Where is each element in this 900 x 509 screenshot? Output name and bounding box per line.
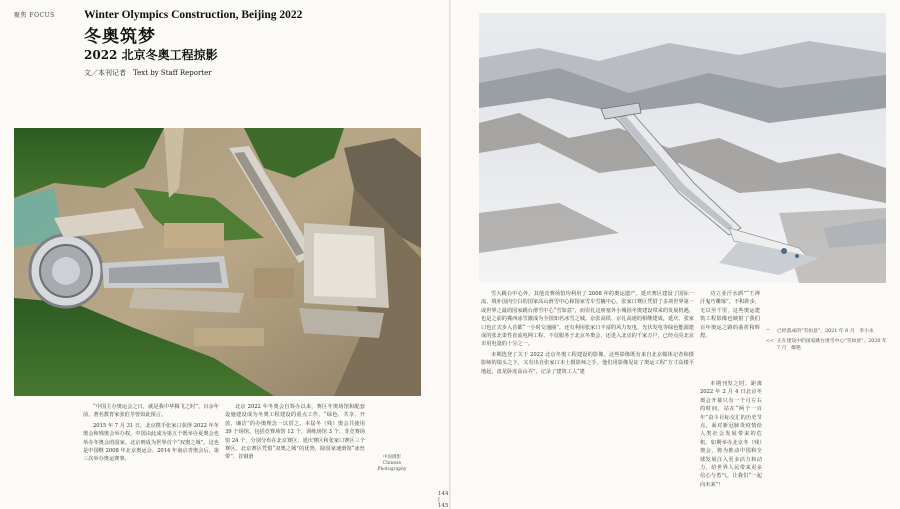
article-column-3 [481,290,694,378]
article-column-2 [225,403,365,464]
article-column-4 [700,290,760,342]
byline: 文／本刊记者 Text by Staff Reporter [84,69,212,77]
caption-text: 正在建设中的国家跳台滑雪中心“雪如意”，2020 年 7 月 鄭艳 [777,338,887,351]
paragraph: “中国主办奥运会之日，就是我中华腾飞之时”，百余年前，著名教育家张伯苓曾如此预言。 [83,404,219,419]
photo-captions [766,328,891,355]
caption-text: 已经落成的“雪如意”，2021 年 8 月 李小永 [777,329,874,334]
right-page [451,0,900,509]
paragraph: 雪大跳台中心外，其他竞赛场馆均利用了 2008 年的奥运遗产。延庆赛区建设了国际一流、填补国内空白的国家高山滑雪中心和国家雪车雪橇中心。张家口赛区凭借了多项世界第一或世界之最的国家跳台滑雪中心“雪如意”，而崇礼这座塞外小城因冬奥建设带来的发展机遇。也是之前的冀西冰雪激成为全国知名冰雪之城。京张高铁、京礼高速的相继建成，延庆、张家口也正式步入首都“一小时交通圈”。还有利用张家口丰富的风力发电、光伏发电等绿色能源建成的张北柔性直流电网工程，不仅服务于北京冬奥会，还进入北京的千家万户，已经点亮北京市用电量的十分之一。 [481,291,694,348]
left-page [0,0,449,509]
title-chinese: 冬奥筑梦 [84,27,156,47]
paragraph: 功立业汗水洒”“王禅汗鬼巧雕琢”，不积跬步，无以至千里，这些奥运建筑工程影像也映射了我们百年奥运之路的曲折和辉煌。 [700,291,760,340]
article-column-4-continued [700,380,762,491]
article-column-1 [83,403,219,466]
page-number: 144 | 145 [438,491,449,509]
ski-jump-aerial-photo [479,13,886,283]
credit-line: Photography [377,467,407,472]
title-english: Winter Olympics Construction, Beijing 2022 [84,9,303,21]
caret-up-icon: ^ [766,329,771,334]
paragraph: 本期选登了关于 2022 北京冬奥工程建设的影像。这些影像既有来自北京媒体记者和摄影师的镜头之下，又有出自张家口本土摄影师之手。他们用影像见证了奥运工程“方寸高楼平地起，盘龙卧虎高山弄”，记录了建筑工人“建 [481,351,694,375]
construction-aerial-photo [14,128,421,396]
caption-item [766,338,891,353]
credit-line: 中国摄影 [383,455,401,460]
paragraph: 2015 年 7 月 31 日，北京携手张家口获得 2022 年冬奥会和残奥会举办权。中国由此成为第五个既举办夏奥会也举办冬奥会的国家。北京则成为世界首个“双奥之城”。这也是中国继 2008 年北京奥运会、2014 年南京青奥会后，第三次举办奥运赛事。 [83,422,219,463]
subtitle-chinese: 2022 北京冬奥工程掠影 [84,48,218,62]
paragraph: 本期刊发之时，距离 2022 年 2 月 4 日北京冬奥会开幕只有一个月左右的时间，站在“两个一百年”奋斗目标交汇的历史节点，面对新冠肺炎疫情给人类社会发展带来的危机，如期举办北京冬（残）奥会，将为推动中国和全球发展注入更多活力和动力，给世界人民带来更多信心与勇气，让我们“一起向未来”！ [700,381,762,488]
paragraph: 北京 2022 年冬奥会自筹办以来，赛区冬奥场馆和配套设施建设成为冬奥工程建设的重点工作。“绿色、共享、开放、廉洁”的办奥理念一以贯之。本届冬（残）奥会共使用 39 个场馆，包括竞赛场馆 12 个、训练场馆 3 个、非竞赛场馆 24 个，分别分布在北京赛区、延庆赛区和张家口赛区三个赛区。北京赛区凭借“双奥之城”的优势，除国家速滑馆“冰丝带”、首钢滑 [225,404,365,461]
caption-item [766,328,891,336]
credit-line: Chinese [382,461,402,466]
double-chevron-left-icon: << [766,338,775,344]
photo-credit [370,455,414,473]
section-tag: 聚焦 FOCUS [14,12,55,19]
